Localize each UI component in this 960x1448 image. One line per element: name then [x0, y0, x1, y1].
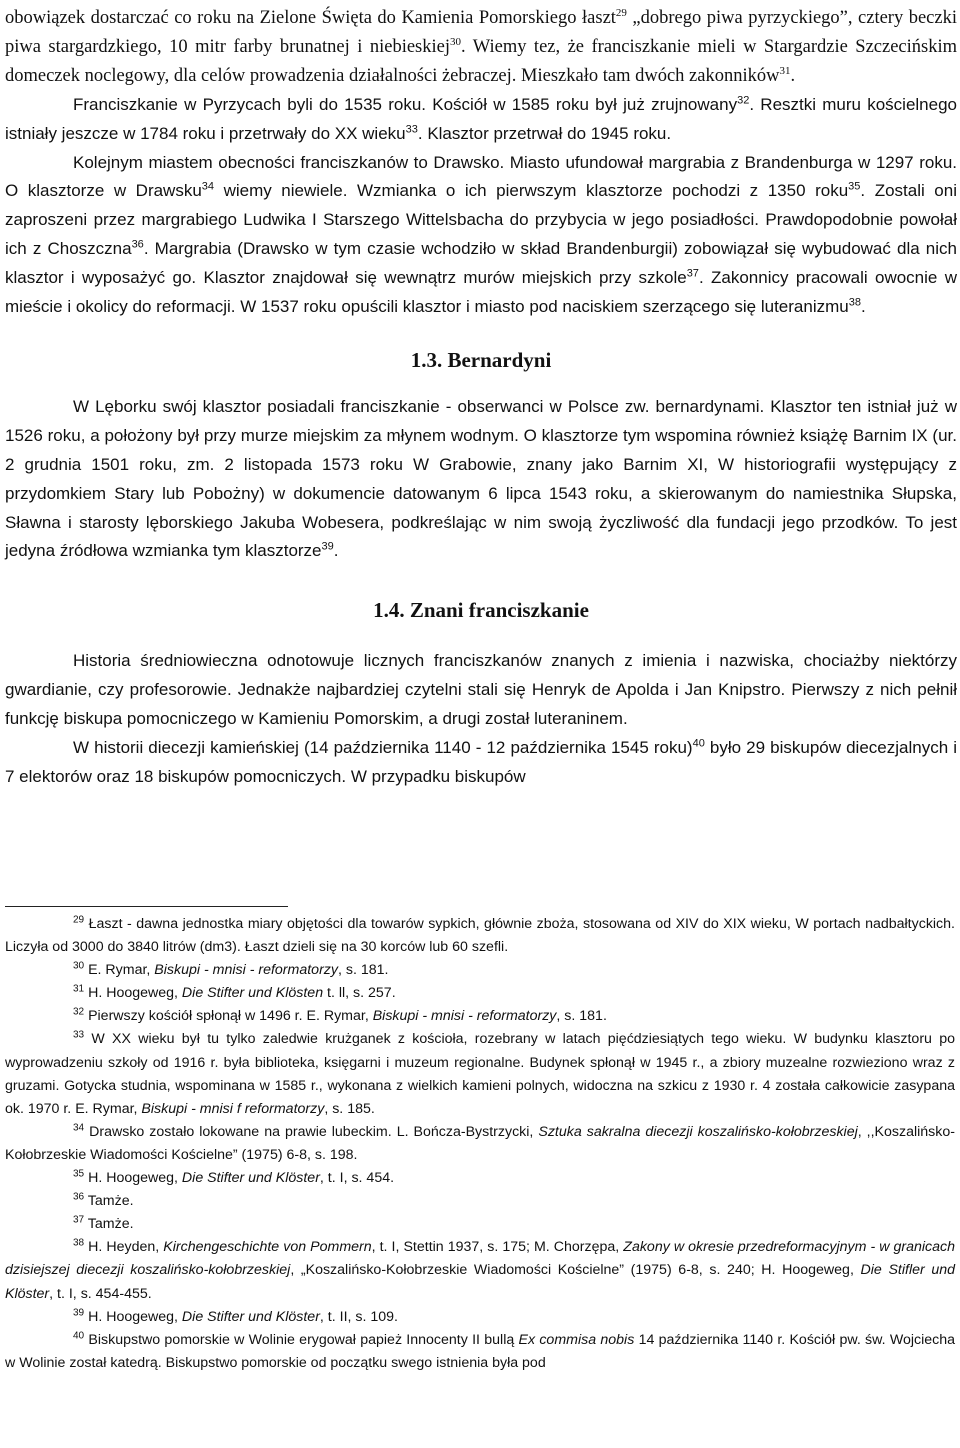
italic-title: Biskupi - mnisi f reformatorzy — [141, 1100, 325, 1117]
footnote-29 — [5, 913, 955, 959]
text-run: , s. 181. — [337, 962, 389, 979]
italic-title: Die Stifter und Klöster — [181, 1308, 320, 1325]
text-run: było 29 biskupów diecezjalnych i 7 elektorów oraz 18 biskupów pomocniczych. W przypadku biskupów — [5, 737, 957, 786]
footnote-ref: 30 — [449, 35, 461, 48]
footnote-39 — [5, 1306, 955, 1329]
footnote-ref: 29 — [615, 6, 627, 19]
text-run: . — [790, 65, 796, 86]
text-run: H. Hoogeweg, — [84, 1308, 182, 1325]
text-run: obowiązek dostarczać co roku na Zielone Święta do Kamienia Pomorskiego łaszt — [5, 8, 616, 28]
italic-title: Ex commisa nobis — [518, 1331, 635, 1348]
footnote-ref: 38 — [848, 296, 861, 309]
text-run: t. ll, s. 257. — [323, 985, 396, 1002]
text-run: , t. I, s. 454. — [319, 1170, 395, 1187]
text-run: W XX wieku był tu tylko zaledwie krużganek z kościoła, rozebrany w latach pięćdziesiątych tego wieku. W budynku klasztoru po wyprowadzeniu szkoły od 1916 r. była biblioteka, księgarni i muzeum regionalne. Budynek spłonął w 1945 r., a zbiory muzealne rozwieziono wraz z gruzami. Gotycka studnia, wspominana w 1585 r., wykonana z wielkich kamieni polnych, widoczna na szkicu z 1930 r. 4 została całkowicie zasypana ok. 1970 r. E. Rymar, — [5, 1031, 955, 1117]
paragraph-diecezja — [5, 734, 957, 792]
text-run: , t. I, s. 454-455. — [49, 1285, 152, 1302]
footnote-ref: 34 — [73, 1122, 85, 1134]
footnote-ref: 36 — [73, 1191, 85, 1203]
text-run: , s. 181. — [556, 1008, 607, 1025]
text-run: , s. 185. — [324, 1100, 375, 1117]
text-run: , t. II, s. 109. — [319, 1308, 398, 1325]
text-run: H. Hoogeweg, — [84, 1170, 182, 1187]
text-run: E. Rymar, — [84, 962, 155, 979]
text-run: wiemy niewiele. Wzmianka o ich pierwszym klasztorze pochodzi z 1350 roku — [214, 181, 849, 201]
footnote-ref: 33 — [405, 122, 418, 135]
text-run: , „Koszalińsko-Kołobrzeskie Wiadomości Kościelne” (1975) 6-8, s. 240; H. Hoogeweg, — [290, 1262, 861, 1279]
italic-title: Die Stifter und Klöster — [181, 1170, 320, 1187]
footnote-ref: 35 — [848, 180, 861, 193]
footnote-34 — [5, 1121, 955, 1167]
italic-title: Sztuka sakralna diecezji koszalińsko-kołobrzeskiej — [538, 1123, 858, 1140]
section-heading-bernardyni: 1.3. Bernardyni — [410, 347, 552, 372]
italic-title: Kirchengeschichte von Pommern — [163, 1239, 372, 1256]
footnote-ref: 37 — [73, 1214, 85, 1226]
footnote-30 — [5, 959, 955, 982]
footnote-ref: 40 — [692, 737, 705, 750]
footnote-ref: 34 — [201, 180, 215, 193]
text-run: W Lęborku swój klasztor posiadali franciszkanie - obserwanci w Polsce zw. bernardynami. Klasztor ten istniał już w 1526 roku, a położony był przy murze miejskim za młynem wodnym. O klasztorze tym wspomina również książę Barnim IX (ur. 2 grudnia 1501 roku, zm. 2 listopada 1573 roku W Grabowie, znany jako Barnim XI, W historiografii występujący z przydomkiem Stary lub Pobożny) w dokumencie datowanym 6 lipca 1543 roku, a skierowanym do namiestnika Słupska, Sławna i starosty lęborskiego Jakuba Wobesera, podkreślając w nim swoją życzliwość dla fundacji jego przodków. To jest jedyna źródłowa wzmianka tym klasztorze — [5, 396, 957, 561]
text-run: Biskupstwo pomorskie w Wolinie erygował papież Innocenty II bullą — [84, 1331, 519, 1348]
paragraph-lebork — [5, 393, 957, 566]
footnote-ref: 32 — [737, 94, 750, 107]
text-run: Łaszt - dawna jednostka miary objętości dla towarów sypkich, głównie zboża, stosowana od XIV do XIX wieku, W portach nadbałtyckich. Liczyła od 3000 do 3840 litrów (dm3). Łaszt dzieli się na 30 korców lub 60 szefli. — [5, 916, 955, 956]
italic-title: Biskupi - mnisi - reformatorzy — [372, 1008, 557, 1025]
footnote-ref: 37 — [686, 267, 699, 280]
footnote-37 — [5, 1213, 955, 1236]
italic-title: Die Stifter und Klösten — [181, 985, 324, 1002]
text-run: 14 października 1140 r. Kościół pw. św. Wojciecha w Wolinie został katedrą. Biskupstwo pomorskie od początku swego istnienia była pod — [5, 1331, 956, 1371]
footnote-40 — [5, 1329, 955, 1375]
footnote-ref: 40 — [73, 1329, 85, 1341]
text-run: . Margrabia (Drawsko w tym czasie wchodziło w skład Brandenburgii) zobowiązał się wybudować dla nich klasztor i wyposażyć go. Klasztor znajdował się wewnątrz murów miejskich przy szkole — [5, 239, 957, 288]
text-run: Kolejnym miastem obecności franciszkanów to Drawsko. Miasto ufundował margrabia z Brandenburga w 1297 roku. O klasztorze w Drawsku — [5, 152, 957, 201]
footnote-ref: 30 — [73, 960, 85, 972]
text-run: . Zakonnicy pracowali owocnie w mieście i okolicy do reformacji. W 1537 roku opuścili klasztor i miasto pod naciskiem szerzącego się luteranizmu — [5, 268, 957, 317]
footnote-ref: 39 — [73, 1306, 85, 1318]
paragraph-historia — [5, 647, 957, 734]
text-run: „dobrego piwa pyrzyckiego”, cztery beczki piwa stargardzkiego, 10 mitr farby brunatnej i niebieskiej — [5, 8, 957, 57]
italic-title: Die Stifler und Klöster — [5, 1262, 956, 1302]
footnote-ref: 32 — [73, 1006, 85, 1018]
footnote-separator — [5, 906, 288, 907]
footnote-35 — [5, 1167, 955, 1190]
footnote-31 — [5, 982, 955, 1005]
paragraph-pyrzyce — [5, 91, 957, 149]
footnote-36 — [5, 1190, 955, 1213]
main-text — [5, 4, 957, 792]
text-run: . Wiemy tez, że franciszkanie mieli w Stargardzie Szczecińskim domeczek noclegowy, dla celów prowadzenia działalności żebraczej. Mieszkało tam dwóch zakonników — [5, 36, 957, 86]
text-run: . — [860, 297, 866, 317]
footnote-ref: 31 — [73, 983, 85, 995]
footnote-32 — [5, 1005, 955, 1028]
footnote-33 — [5, 1028, 955, 1120]
footnote-ref: 35 — [73, 1168, 85, 1180]
footnotes — [5, 913, 955, 1375]
footnote-ref: 29 — [73, 914, 85, 926]
text-run: . Zostali oni zaproszeni przez margrabiego Ludwika I Starszego Wittelsbacha do przybycia w jego posiadłości. Prawdopodobnie powołał ich z Choszczna — [5, 181, 957, 259]
text-run: , t. I, Stettin 1937, s. 175; M. Chorzępa, — [371, 1239, 624, 1256]
text-run: , ,,Koszalińsko-Kołobrzeskie Wiadomości Kościelne” (1975) 6-8, s. 198. — [5, 1123, 955, 1163]
text-run: Tamże. — [84, 1216, 134, 1233]
footnote-ref: 33 — [73, 1029, 85, 1041]
text-run: Tamże. — [84, 1193, 134, 1210]
text-run: . Klasztor przetrwał do 1945 roku. — [417, 123, 672, 143]
text-run: Pierwszy kościół spłonął w 1496 r. E. Rymar, — [84, 1008, 373, 1025]
text-run: W historii diecezji kamieńskiej (14 października 1140 - 12 października 1545 roku) — [73, 737, 693, 757]
text-run: Drawsko zostało lokowane na prawie lubeckim. L. Bończa-Bystrzycki, — [84, 1123, 539, 1140]
paragraph-1 — [5, 4, 957, 91]
footnote-ref: 38 — [73, 1237, 85, 1249]
text-run: Franciszkanie w Pyrzycach byli do 1535 roku. Kościół w 1585 roku był już zrujnowany — [73, 94, 738, 114]
italic-title: Biskupi - mnisi - reformatorzy — [154, 962, 338, 979]
footnote-ref: 31 — [779, 64, 791, 77]
section-heading-znani-franciszkanie: 1.4. Znani franciszkanie — [373, 598, 589, 623]
italic-title: Zakony w okresie przedreformacyjnym - w granicach dzisiejszej diecezji koszalińsko-kołobrzeskiej — [5, 1239, 956, 1279]
footnote-ref: 39 — [321, 540, 334, 553]
footnote-38 — [5, 1236, 955, 1305]
text-run: H. Heyden, — [84, 1239, 164, 1256]
text-run: Historia średniowieczna odnotowuje licznych franciszkanów znanych z imienia i nazwiska, chociażby niektórzy gwardianie, czy profesorowie. Jednakże najbardziej czytelni stali się Henryk de Apolda i Jan Knipstro. Pierwszy z nich pełnił funkcję biskupa pomocniczego w Kamieniu Pomorskim, a drugi został luteraninem. — [5, 651, 957, 729]
paragraph-drawsko — [5, 149, 957, 322]
text-run: . Resztki muru kościelnego istniały jeszcze w 1784 roku i przetrwały do XX wieku — [5, 94, 958, 143]
text-run: . — [333, 541, 339, 561]
text-run: H. Hoogeweg, — [84, 985, 182, 1002]
footnote-ref: 36 — [131, 238, 144, 251]
